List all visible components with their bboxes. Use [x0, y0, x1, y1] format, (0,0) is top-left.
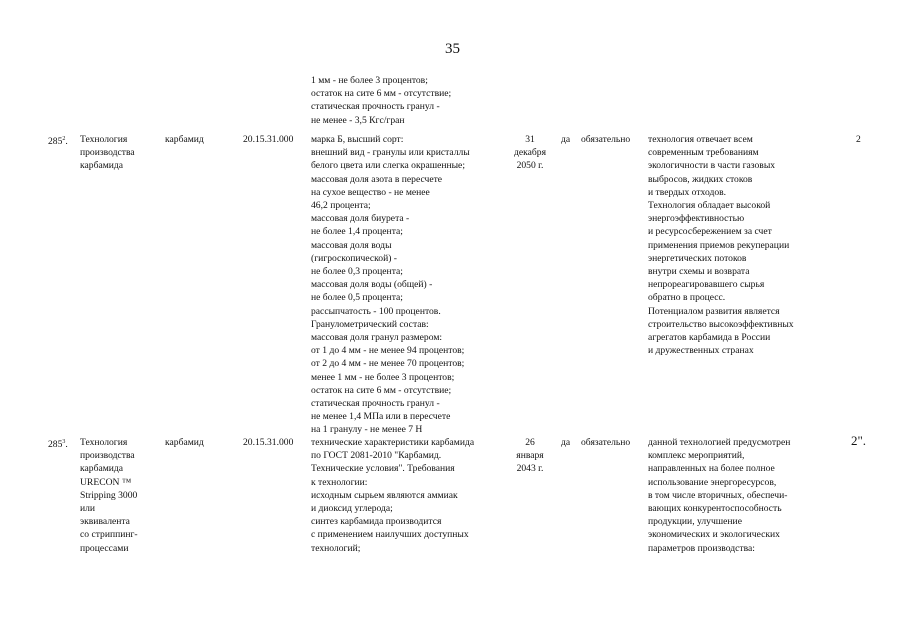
technical-requirements-line: к технологии: [311, 476, 368, 488]
deadline-date [505, 436, 555, 476]
deadline-date-line: декабря [513, 147, 546, 159]
technical-requirements-line: от 1 до 4 мм - не менее 94 процентов; [311, 345, 465, 357]
technology-name-line: карбамида [80, 160, 124, 172]
continuation-line: 1 мм - не более 3 процентов; [311, 75, 428, 86]
okpd-code: 20.15.31.000 [243, 134, 294, 145]
technical-requirements-line: остаток на сите 6 мм - отсутствие; [311, 384, 452, 396]
justification-note-line: и твердых отходов. [648, 186, 727, 198]
technical-requirements-line: не менее 1,4 МПа или в пересчете [311, 411, 451, 423]
justification-note-line: продукции, улучшение [648, 516, 742, 528]
product-name: карбамид [165, 134, 204, 145]
technical-requirements [311, 133, 503, 437]
technical-requirements-line: не более 1,4 процента; [311, 226, 403, 238]
continuation-line: остаток на сите 6 мм - отсутствие; [311, 88, 452, 100]
technical-requirements-line: Технические условия". Требования [311, 463, 455, 475]
technical-requirements-line: технологий; [311, 542, 361, 554]
justification-note [648, 436, 848, 555]
product-name: карбамид [165, 437, 204, 448]
technology-name-line: URECON ™ [80, 476, 132, 488]
stage-number: 2 [856, 134, 861, 145]
technology-name-line: карбамида [80, 463, 124, 475]
technical-requirements-line: технические характеристики карбамида [311, 437, 475, 448]
deadline-date [505, 133, 555, 173]
technical-requirements-line: с применением наилучших доступных [311, 529, 469, 541]
technical-requirements-line: на 1 гранулу - не менее 7 Н [311, 424, 423, 436]
justification-note-line: вающих конкурентоспособность [648, 503, 782, 515]
deadline-date-line: 31 [525, 134, 535, 145]
justification-note-line: современным требованиям [648, 147, 759, 159]
technology-name-line: процессами [80, 542, 129, 554]
justification-note-line: Потенциалом развития является [648, 305, 780, 317]
continuation-text [311, 74, 501, 127]
continuation-line: не менее - 3,5 Кгс/гран [311, 114, 405, 126]
technical-requirements-line: (гигроскопической) - [311, 252, 398, 264]
technical-requirements-line: марка Б, высший сорт: [311, 134, 404, 145]
justification-note-line: и дружественных странах [648, 345, 754, 357]
deadline-date-line: 2050 г. [516, 160, 544, 172]
justification-note-line: внутри схемы и возврата [648, 266, 750, 278]
justification-note-line: выбросов, жидких стоков [648, 173, 753, 185]
technical-requirements-line: белого цвета или слегка окрашенные; [311, 160, 465, 172]
justification-note-line: энергоэффективностью [648, 213, 745, 225]
technical-requirements-line: Гранулометрический состав: [311, 318, 429, 330]
justification-note-line: использование энергоресурсов, [648, 476, 777, 488]
technical-requirements-line: от 2 до 4 мм - не менее 70 процентов; [311, 358, 465, 370]
row-number: $285^2$. [48, 136, 68, 147]
technology-name-line: Технология [80, 134, 128, 145]
technical-requirements-line: синтез карбамида производится [311, 516, 442, 528]
technical-requirements-line: массовая доля воды [311, 239, 392, 251]
technical-requirements-line: статическая прочность гранул - [311, 398, 440, 410]
technical-requirements-line: массовая доля азота в пересчете [311, 173, 443, 185]
technology-name-line: или [80, 503, 96, 515]
technology-name-line: Stripping 3000 [80, 489, 138, 501]
technology-name [80, 133, 162, 173]
justification-note-line: комплекс мероприятий, [648, 450, 745, 462]
justification-note-line: применения приемов рекуперации [648, 239, 790, 251]
deadline-date-line: 26 [525, 437, 535, 448]
technical-requirements-line: 46,2 процента; [311, 200, 371, 212]
technology-name-line: эквивалента [80, 516, 130, 528]
row-number: $285^3$. [48, 439, 68, 450]
justification-note [648, 133, 848, 357]
obligation-status: обязательно [581, 134, 631, 145]
page-number: 35 [445, 41, 460, 57]
deadline-date-line: 2043 г. [516, 463, 544, 475]
justification-note-line: обратно в процесс. [648, 292, 726, 304]
justification-note-line: Технология обладает высокой [648, 200, 771, 212]
justification-note-line: направленных на более полное [648, 463, 775, 475]
stage-number: 2". [851, 433, 867, 448]
justification-note-line: параметров производства: [648, 542, 755, 554]
technical-requirements-line: внешний вид - гранулы или кристаллы [311, 147, 470, 159]
justification-note-line: агрегатов карбамида в России [648, 332, 771, 344]
technical-requirements-line: исходным сырьем являются аммиак [311, 489, 458, 501]
technical-requirements-line: не более 0,5 процента; [311, 292, 403, 304]
justification-note-line: технология отвечает всем [648, 134, 753, 145]
justification-note-line: данной технологией предусмотрен [648, 437, 791, 448]
technology-name-line: производства [80, 450, 135, 462]
justification-note-line: энергетических потоков [648, 252, 747, 264]
justification-note-line: строительство высокоэффективных [648, 318, 794, 330]
deadline-date-line: января [516, 450, 544, 462]
flag-yes: да [561, 134, 571, 145]
technical-requirements-line: массовая доля воды (общей) - [311, 279, 433, 291]
technical-requirements-line: на сухое вещество - не менее [311, 186, 430, 198]
technical-requirements-line: не более 0,3 процента; [311, 266, 403, 278]
justification-note-line: в том числе вторичных, обеспечи- [648, 489, 788, 501]
technical-requirements-line: массовая доля биурета - [311, 213, 410, 225]
flag-yes: да [561, 437, 571, 448]
technical-requirements [311, 436, 503, 555]
justification-note-line: и ресурсосбережением за счет [648, 226, 772, 238]
okpd-code: 20.15.31.000 [243, 437, 294, 448]
justification-note-line: экологичности в части газовых [648, 160, 776, 172]
obligation-status: обязательно [581, 437, 631, 448]
technical-requirements-line: рассыпчатость - 100 процентов. [311, 305, 441, 317]
technical-requirements-line: менее 1 мм - не более 3 процентов; [311, 371, 455, 383]
technical-requirements-line: и диоксид углерода; [311, 503, 393, 515]
technical-requirements-line: по ГОСТ 2081-2010 "Карбамид. [311, 450, 442, 462]
technology-name-line: со стриппинг- [80, 529, 138, 541]
continuation-line: статическая прочность гранул - [311, 101, 440, 113]
technology-name-line: производства [80, 147, 135, 159]
justification-note-line: непрореагировавшего сырья [648, 279, 765, 291]
technology-name [80, 436, 162, 555]
technical-requirements-line: массовая доля гранул размером: [311, 332, 443, 344]
justification-note-line: экономических и экологических [648, 529, 780, 541]
technology-name-line: Технология [80, 437, 128, 448]
